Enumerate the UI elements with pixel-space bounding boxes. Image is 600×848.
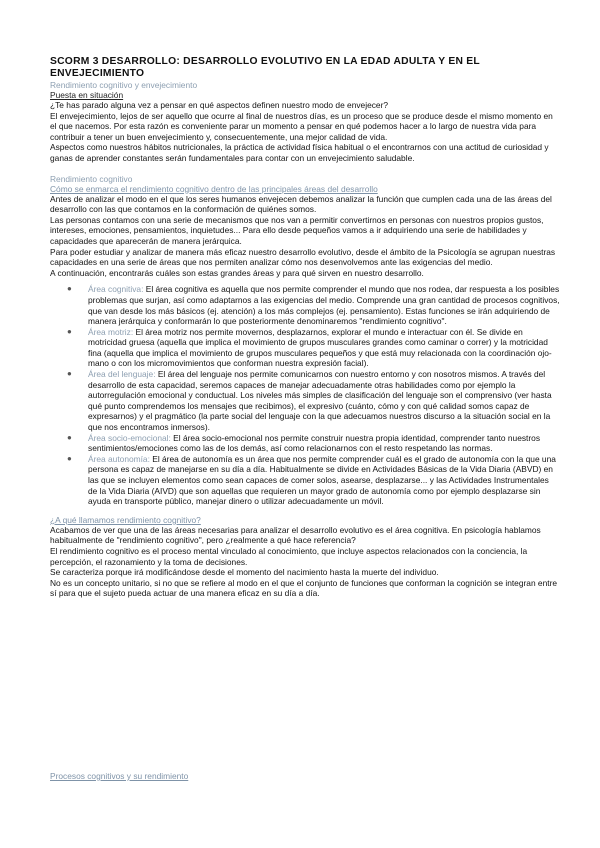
title-line-1: SCORM 3 DESARROLLO: DESARROLLO EVOLUTIVO EN LA EDAD ADULTA Y EN EL xyxy=(50,56,480,67)
bullet-text: El área de autonomía es un área que nos permite comprender cuál es el grado de autonomía con la que una persona es capaz de manejarse en su día a día. Habitualmente se divide en Actividades Básicas de la Vida Diaria (ABVD) en las que se incluyen elementos como sean capaces de comer solos, asearse, desplazarse... y las Actividades Instrumentales de la Vida Diaria (AIVD) que son aquellas que requieren un mayor grado de autonomía como por ejemplo desplazarse sin ayuda en transporte público, manejar dinero o utilizar adecuadamente un móvil. xyxy=(88,453,556,507)
paragraph: Se caracteriza porque irá modificándose desde el momento del nacimiento hasta la muerte del individuo. xyxy=(50,567,439,578)
paragraph: Acabamos de ver que una de las áreas necesarias para analizar el desarrollo evolutivo es el área cognitiva. En psicología hablamos habitualmente de "rendimiento cognitivo", pero ¿realmente a qué hace referencia? xyxy=(50,524,541,546)
section-subheading: Puesta en situación xyxy=(50,90,124,100)
bullet-icon: ● xyxy=(67,432,72,442)
title-line-2: ENVEJECIMIENTO xyxy=(50,68,145,79)
list-item xyxy=(67,453,560,507)
section-link[interactable]: ¿A qué llamamos rendimiento cognitivo? xyxy=(50,514,201,525)
bullet-text: El área cognitiva es aquella que nos permite comprender el mundo que nos rodea, dar respuesta a los posibles problemas que surjan, así como adaptarnos a las exigencias del medio. Comprende una gran cantidad de procesos cognitivos, que van desde los más básicos (ej. atención) a los más complejos (ej. pensamiento). Estas funciones se irán adquiriendo de manera jerárquica y conformarán lo que posteriormente denominaremos "rendimiento cognitivo". xyxy=(88,284,560,327)
bullet-icon: ● xyxy=(67,369,72,379)
bullet-text: El área del lenguaje nos permite comunicarnos con nuestro entorno y con nosotros mismos. A través del desarrollo de esta capacidad, seremos capaces de manejar adecuadamente otras habilidades como por ejemplo la autorregulación emocional y conductual. Los niveles más simples de clasificación del lenguaje son el comprensivo (ver hasta qué punto comprendemos los mensajes que recibimos), el expresivo (cuánto, cómo y con qué calidad somos capaz de expresarnos) y el pragmático (la parte social del lenguaje con la que adecuamos nuestros discurso a la situación social en la que nos encontramos inmersos). xyxy=(88,369,552,433)
paragraph: Antes de analizar el modo en el que los seres humanos envejecen debemos analizar la función que cumplen cada una de las áreas del desarrollo con las que contamos en la conformación de quiénes somos. xyxy=(50,193,552,215)
bullet-term: Área cognitiva: xyxy=(88,284,144,295)
paragraph: Las personas contamos con una serie de mecanismos que nos van a permitir convertirnos en personas con nuestros propios gustos, intereses, emociones, pensamientos, inquietudes... Para ello desde pequeños vamos a ir adquiriendo una serie de habilidades y capacidades que aparecerán de manera jerárquica. xyxy=(50,214,544,246)
list-item xyxy=(67,284,560,327)
paragraph: A continuación, encontrarás cuáles son estas grandes áreas y para qué sirven en nuestro desarrollo. xyxy=(50,267,424,278)
bullet-icon: ● xyxy=(67,326,72,336)
document-page xyxy=(50,56,560,599)
paragraph: No es un concepto unitario, si no que se refiere al modo en el que el conjunto de funciones que conforman la cognición se integran entre sí para que el sujeto pueda actuar de una manera eficaz en su día a día. xyxy=(50,577,558,599)
areas-list xyxy=(50,284,560,506)
bullet-term: Área socio-emocional: xyxy=(88,432,171,443)
bullet-icon: ● xyxy=(67,284,72,294)
paragraph: El envejecimiento, lejos de ser aquello que ocurre al final de nuestros días, es un proceso que se produce desde el mismo momento en el que nacemos. Por esta razón es conveniente parar un momento a pensar en qué podemos hacer a lo largo de nuestra vida para contribuir a tener un buen envejecimiento y, consecuentemente, una mejor calidad de vida. xyxy=(50,110,553,142)
list-item xyxy=(67,369,560,433)
bullet-term: Área autonomía: xyxy=(88,453,150,464)
paragraph: Para poder estudiar y analizar de manera más eficaz nuestro desarrollo evolutivo, desde el ámbito de la Psicología se agrupan nuestras capacidades en una serie de áreas que nos permiten analizar cómo nos desenvolvemos ante las exigencias del medio. xyxy=(50,246,556,268)
bullet-text: El área motriz nos permite movernos, desplazarnos, explorar el mundo e interactuar con él. Se divide en motricidad gruesa (aquella que implica el movimiento de grupos musculares grandes como caminar o correr) y la motricidad fina (aquella que implica el movimiento de grupos musculares pequeños y que está muy relacionada con la coordinación ojo-mano o con los micromovimientos que conforman nuestra expresión facial). xyxy=(88,326,552,369)
section-heading: Rendimiento cognitivo y envejecimiento xyxy=(50,80,198,90)
bullet-text: El área socio-emocional nos permite construir nuestra propia identidad, comprender tanto nuestros sentimientos/emociones como las de los demás, así como relacionarnos con el resto respetando las normas. xyxy=(88,432,541,454)
section-heading: Rendimiento cognitivo xyxy=(50,173,133,184)
document-title xyxy=(50,56,560,80)
paragraph: Aspectos como nuestros hábitos nutricionales, la práctica de actividad física habitual o el encontrarnos con una actitud de curiosidad y ganas de aprender constantes serán fundamentales para contar con un envejecimiento saludable. xyxy=(50,142,549,163)
list-item xyxy=(67,326,560,369)
paragraph: ¿Te has parado alguna vez a pensar en qué aspectos definen nuestro modo de envejecer? xyxy=(50,100,389,110)
bullet-term: Área motriz: xyxy=(88,326,134,337)
section-link[interactable]: Procesos cognitivos y su rendimiento xyxy=(50,771,189,781)
bullet-term: Área del lenguaje: xyxy=(88,369,156,380)
paragraph: El rendimiento cognitivo es el proceso mental vinculado al conocimiento, que incluye aspectos relacionados con la conciencia, la percepción, el razonamiento y la toma de decisiones. xyxy=(50,545,528,567)
list-item xyxy=(67,432,560,454)
section-link[interactable]: Cómo se enmarca el rendimiento cognitivo dentro de las principales áreas del desarrollo xyxy=(50,183,378,194)
bullet-icon: ● xyxy=(67,453,72,463)
